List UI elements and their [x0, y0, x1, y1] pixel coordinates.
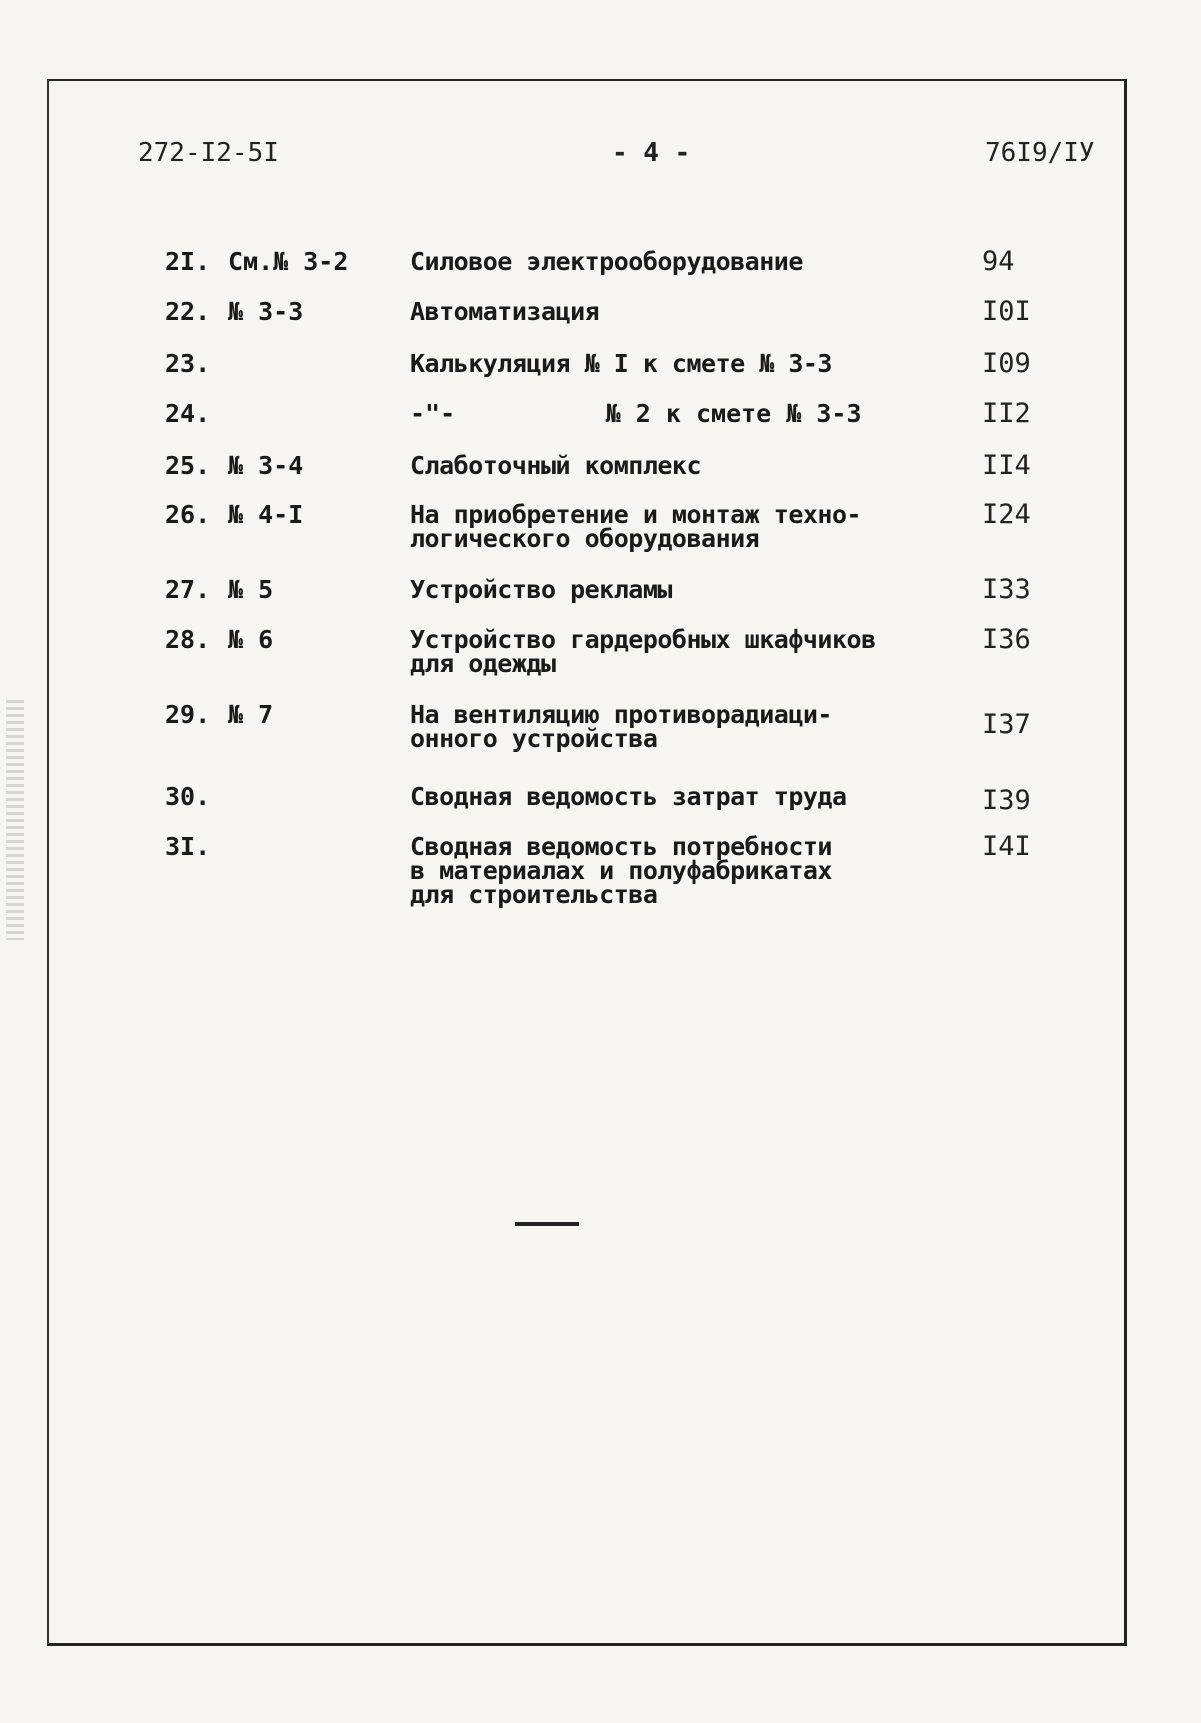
toc-item-number: 30. [165, 782, 211, 811]
toc-page-number: I24 [982, 499, 1031, 530]
toc-item-title: Калькуляция № I к смете № 3-3 [410, 349, 832, 378]
toc-item-title: Устройство рекламы [410, 575, 672, 604]
toc-item-number: 25. [165, 451, 211, 480]
toc-estimate-ref: См.№ 3-2 [228, 247, 349, 276]
toc-item-number: 28. [165, 625, 211, 654]
toc-estimate-ref: № 5 [228, 575, 274, 604]
toc-item-number: 29. [165, 700, 211, 729]
toc-item-number: 26. [165, 500, 211, 529]
end-of-list-mark [515, 1222, 579, 1226]
toc-page-number: I0I [982, 296, 1031, 327]
toc-item-title: На приобретение и монтаж техно- логического оборудования [410, 500, 862, 553]
toc-item-title: Силовое электрооборудование [410, 247, 803, 276]
toc-item-title: -"- № 2 к смете № 3-3 [410, 399, 862, 428]
toc-item-title: Сводная ведомость затрат труда [410, 782, 847, 811]
toc-page-number: II2 [982, 398, 1031, 429]
sheet-code: 76I9/IУ [985, 138, 1095, 168]
toc-page-number: I09 [982, 348, 1031, 379]
toc-estimate-ref: № 6 [228, 625, 274, 654]
page-number: - 4 - [612, 138, 691, 168]
scan-edge-smudge [6, 700, 24, 940]
toc-page-number: I33 [982, 574, 1031, 605]
toc-item-number: 22. [165, 297, 211, 326]
toc-item-number: 3I. [165, 832, 211, 861]
toc-page-number: II4 [982, 450, 1031, 481]
toc-estimate-ref: № 3-3 [228, 297, 304, 326]
toc-page-number: I37 [982, 709, 1031, 740]
toc-item-title: На вентиляцию противорадиаци- онного устройства [410, 700, 832, 753]
toc-item-number: 2I. [165, 247, 211, 276]
toc-item-number: 24. [165, 399, 211, 428]
toc-item-number: 27. [165, 575, 211, 604]
toc-page-number: I4I [982, 831, 1031, 862]
toc-item-title: Автоматизация [410, 297, 600, 326]
toc-page-number: I36 [982, 624, 1031, 655]
toc-page-number: I39 [982, 785, 1031, 816]
toc-item-title: Сводная ведомость потребности в материалах и полуфабрикатах для строительства [410, 832, 832, 909]
document-code: 272-I2-5I [138, 138, 279, 168]
toc-estimate-ref: № 4-I [228, 500, 304, 529]
toc-estimate-ref: № 7 [228, 700, 274, 729]
toc-page-number: 94 [982, 246, 1015, 277]
toc-estimate-ref: № 3-4 [228, 451, 304, 480]
toc-item-number: 23. [165, 349, 211, 378]
toc-item-title: Слаботочный комплекс [410, 451, 702, 480]
toc-item-title: Устройство гардеробных шкафчиков для одежды [410, 625, 876, 678]
